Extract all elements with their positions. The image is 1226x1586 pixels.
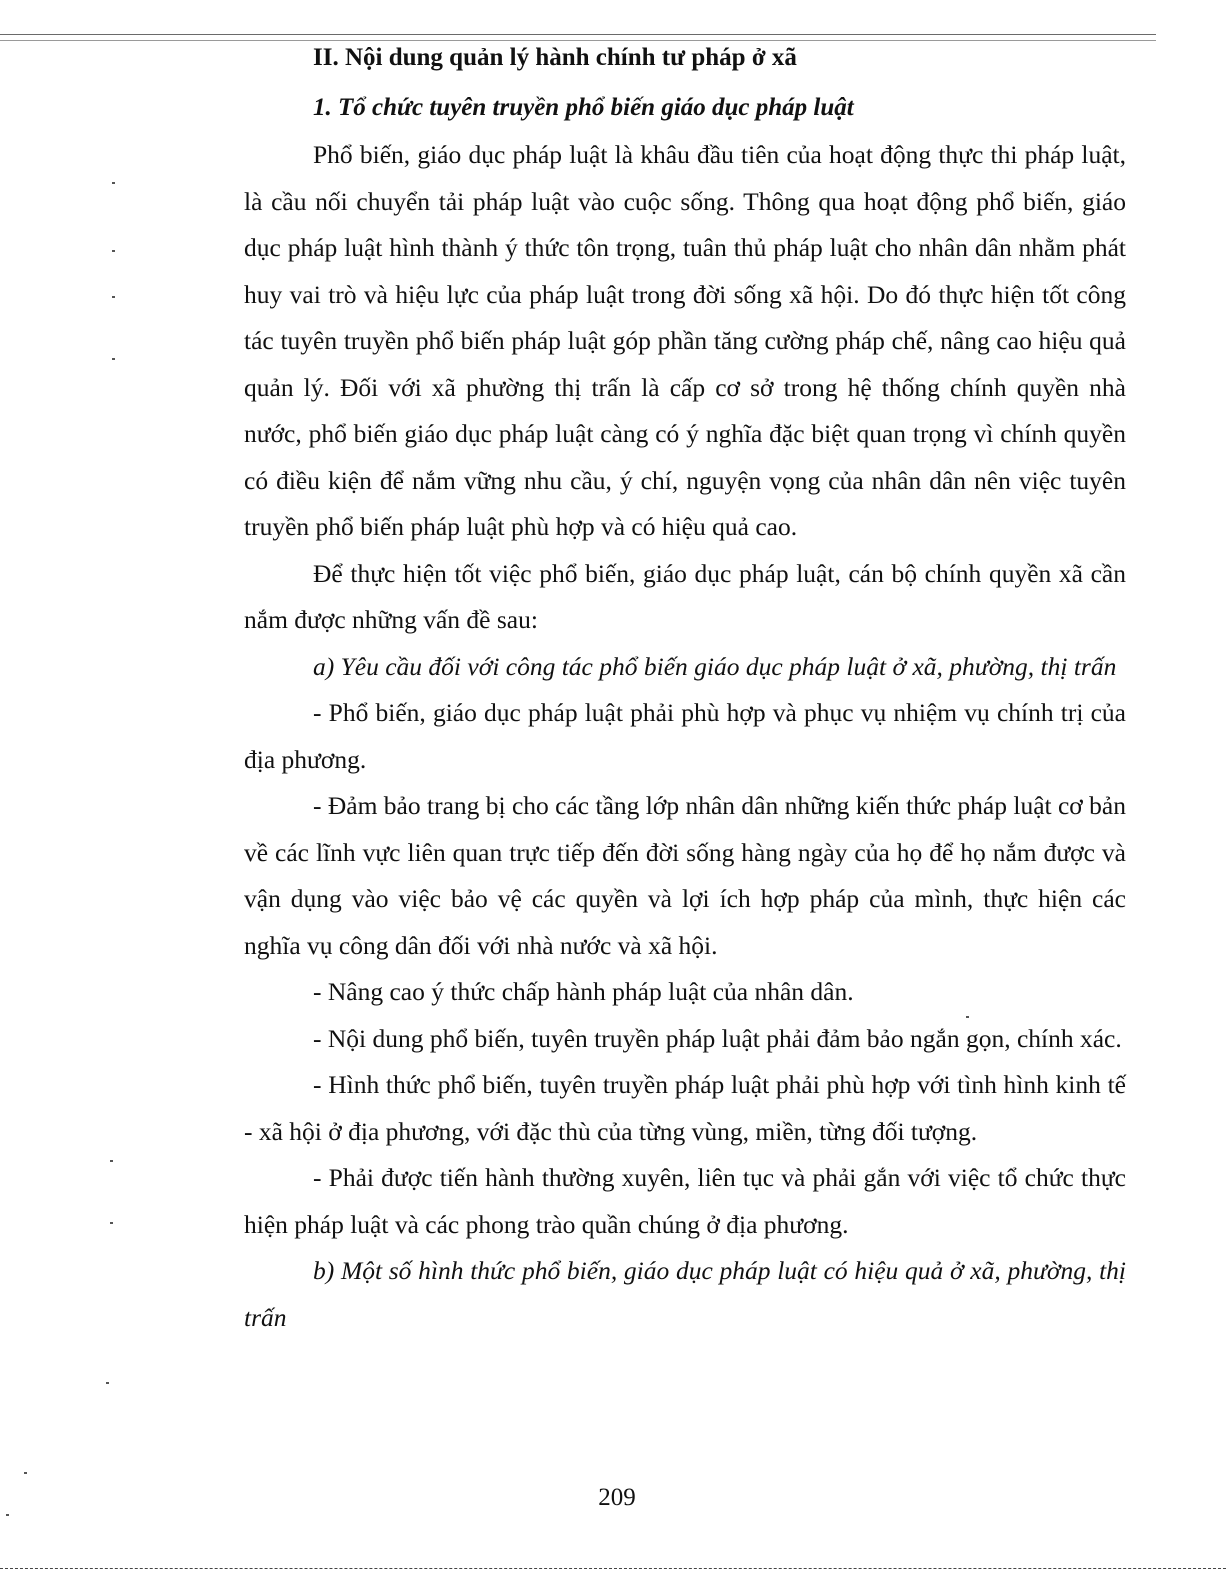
paragraph-intro: Phổ biến, giáo dục pháp luật là khâu đầu tiên của hoạt động thực thi pháp luật, là cầu nối chuyển tải pháp luật vào cuộc sống. Thông qua hoạt động phổ biến, giáo dục pháp luật hình thành ý thức tôn trọng, tuân thủ pháp luật cho nhân dân nhằm phát huy vai trò và hiệu lực của pháp luật trong đời sống xã hội. Do đó thực hiện tốt công tác tuyên truyền phổ biến pháp luật góp phần tăng cường pháp chế, nâng cao hiệu quả quản lý. Đối với xã phường thị trấn là cấp cơ sở trong hệ thống chính quyền nhà nước, phổ biến giáo dục pháp luật càng có ý nghĩa đặc biệt quan trọng vì chính quyền có điều kiện để nắm vững nhu cầu, ý chí, nguyện vọng của nhân dân nên việc tuyên truyền phổ biến pháp luật phù hợp và có hiệu quả cao. [244, 140, 1126, 541]
subheading: 1. Tổ chức tuyên truyền phổ biến giáo dục pháp luật [313, 94, 854, 121]
subsection-b-heading: b) Một số hình thức phổ biến, giáo dục pháp luật có hiệu quả ở xã, phường, thị trấn [244, 1256, 1126, 1332]
section-heading: II. Nội dung quản lý hành chính tư pháp ở xã [313, 44, 797, 71]
list-item: - Nâng cao ý thức chấp hành pháp luật của nhân dân. [313, 977, 854, 1006]
scan-speck [110, 1222, 113, 1224]
scan-speck [24, 1472, 27, 1474]
scan-speck [110, 1160, 113, 1162]
scan-speck [112, 296, 115, 298]
subsection-a-heading: a) Yêu cầu đối với công tác phổ biến giáo dục pháp luật ở xã, phường, thị trấn [313, 651, 1117, 681]
scan-speck [112, 250, 115, 252]
page-body [244, 40, 1126, 1341]
scan-speck [112, 182, 115, 184]
list-item: - Nội dung phổ biến, tuyên truyền pháp luật phải đảm bảo ngắn gọn, chính xác. [313, 1023, 1122, 1053]
scan-speck [6, 1514, 9, 1516]
page-number: 209 [598, 1484, 636, 1511]
list-item: - Phải được tiến hành thường xuyên, liên tục và phải gắn với việc tổ chức thực hiện pháp luật và các phong trào quần chúng ở địa phương. [244, 1163, 1126, 1239]
list-item: - Hình thức phổ biến, tuyên truyền pháp luật phải phù hợp với tình hình kinh tế - xã hội ở địa phương, với đặc thù của từng vùng, miền, từng đối tượng. [244, 1070, 1126, 1146]
paragraph-requirements-lead: Để thực hiện tốt việc phổ biến, giáo dục pháp luật, cán bộ chính quyền xã cần nắm được những vấn đề sau: [244, 558, 1126, 634]
bottom-rule [0, 1568, 1226, 1569]
scan-speck [112, 358, 115, 360]
top-rule [0, 34, 1156, 35]
scan-speck [966, 1016, 969, 1018]
scan-speck [106, 1382, 109, 1384]
list-item: - Đảm bảo trang bị cho các tầng lớp nhân dân những kiến thức pháp luật cơ bản về các lĩnh vực liên quan trực tiếp đến đời sống hàng ngày của họ để họ nắm được và vận dụng vào việc bảo vệ các quyền và lợi ích hợp pháp của mình, thực hiện các nghĩa vụ công dân đối với nhà nước và xã hội. [244, 791, 1126, 960]
list-item: - Phổ biến, giáo dục pháp luật phải phù hợp và phục vụ nhiệm vụ chính trị của địa phương. [244, 698, 1126, 774]
